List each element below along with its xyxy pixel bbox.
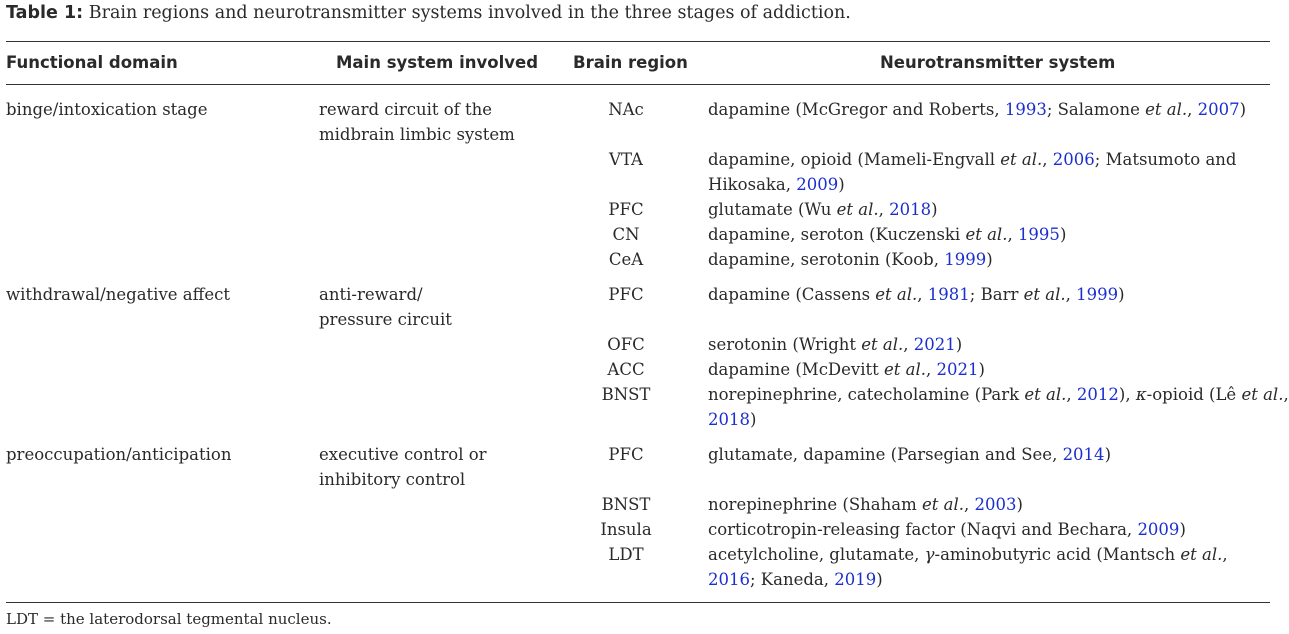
header-main-system: Main system involved bbox=[336, 53, 539, 72]
cell-text: ) bbox=[1239, 100, 1247, 119]
neurotransmitter-cell bbox=[708, 332, 962, 357]
cell-text: -aminobutyric acid (Mantsch bbox=[934, 545, 1181, 564]
italic-text: et al. bbox=[875, 285, 918, 304]
neurotransmitter-cell bbox=[708, 97, 1246, 122]
cell-text: dapamine, serotonin (Koob, bbox=[708, 250, 945, 269]
cell-text: ) bbox=[1059, 225, 1067, 244]
citation-year-link[interactable]: 2021 bbox=[936, 360, 979, 379]
cell-text: ) bbox=[838, 175, 845, 194]
cell-text: ; Salamone bbox=[1046, 100, 1146, 119]
citation-year-link[interactable]: 2021 bbox=[913, 335, 956, 354]
cell-text: glutamate, dapamine (Parsegian and See, bbox=[708, 445, 1063, 464]
cell-text: , bbox=[1065, 285, 1077, 304]
italic-text: et al. bbox=[1024, 385, 1067, 404]
neurotransmitter-cell bbox=[708, 567, 883, 592]
cell-text: ) bbox=[986, 250, 993, 269]
citation-year-link[interactable]: 1981 bbox=[927, 285, 970, 304]
cell-text: Hikosaka, bbox=[708, 175, 797, 194]
italic-text: et al. bbox=[1145, 100, 1188, 119]
citation-year-link[interactable]: 1999 bbox=[944, 250, 987, 269]
citation-year-link[interactable]: 2009 bbox=[1137, 520, 1180, 539]
cell-text: dapamine, opioid (Mameli-Engvall bbox=[708, 150, 1001, 169]
functional-domain-cell: binge/intoxication stage bbox=[6, 100, 208, 119]
brain-region-cell: PFC bbox=[608, 200, 644, 219]
cell-text: corticotropin-releasing factor (Naqvi and Bechara, bbox=[708, 520, 1138, 539]
cell-text: acetylcholine, glutamate, bbox=[708, 545, 925, 564]
cell-text: , bbox=[917, 285, 928, 304]
cell-text: ) bbox=[876, 570, 883, 589]
italic-text: et al. bbox=[922, 495, 964, 514]
cell-text: , bbox=[903, 335, 914, 354]
cell-text: , bbox=[1042, 150, 1053, 169]
citation-year-link[interactable]: 1995 bbox=[1017, 225, 1060, 244]
cell-text: ) bbox=[1016, 495, 1023, 514]
brain-region-cell: PFC bbox=[608, 285, 644, 304]
cell-text: glutamate (Wu bbox=[708, 200, 837, 219]
cell-text: , bbox=[1007, 225, 1018, 244]
cell-text: , bbox=[1222, 545, 1228, 564]
brain-region-cell: OFC bbox=[607, 335, 645, 354]
brain-region-cell: VTA bbox=[609, 150, 643, 169]
neurotransmitter-cell bbox=[708, 197, 938, 222]
cell-text: ), bbox=[1118, 385, 1136, 404]
cell-text: -opioid (Lê bbox=[1146, 385, 1242, 404]
italic-text: κ bbox=[1135, 385, 1147, 404]
italic-text: et al. bbox=[1023, 285, 1066, 304]
brain-region-cell: BNST bbox=[601, 495, 651, 514]
functional-domain-cell: preoccupation/anticipation bbox=[6, 445, 232, 464]
cell-text: ) bbox=[750, 410, 757, 429]
cell-text: dapamine (Cassens bbox=[708, 285, 876, 304]
citation-year-link[interactable]: 2012 bbox=[1076, 385, 1119, 404]
caption-label: Table 1: bbox=[6, 3, 84, 23]
citation-year-link[interactable]: 2009 bbox=[796, 175, 839, 194]
cell-text: , bbox=[964, 495, 975, 514]
cell-text: ) bbox=[1104, 445, 1111, 464]
italic-text: et al. bbox=[1000, 150, 1043, 169]
citation-year-link[interactable]: 2019 bbox=[834, 570, 877, 589]
citation-year-link[interactable]: 2018 bbox=[708, 410, 750, 429]
neurotransmitter-cell bbox=[708, 247, 993, 272]
italic-text: et al. bbox=[861, 335, 904, 354]
brain-region-cell: CN bbox=[612, 225, 640, 244]
cell-text: , bbox=[1187, 100, 1198, 119]
cell-text: dapamine, seroton (Kuczenski bbox=[708, 225, 966, 244]
functional-domain-cell: withdrawal/negative affect bbox=[6, 285, 230, 304]
citation-year-link[interactable]: 1993 bbox=[1004, 100, 1047, 119]
table-caption bbox=[6, 3, 851, 23]
top-rule bbox=[6, 41, 1270, 42]
italic-text: et al. bbox=[836, 200, 879, 219]
brain-region-cell: PFC bbox=[608, 445, 644, 464]
cell-text: ; Barr bbox=[969, 285, 1024, 304]
bottom-rule bbox=[6, 602, 1270, 603]
cell-text: norepinephrine (Shaham bbox=[708, 495, 922, 514]
cell-text: norepinephrine, catecholamine (Park bbox=[708, 385, 1025, 404]
cell-text: dapamine (McGregor and Roberts, bbox=[708, 100, 1005, 119]
citation-year-link[interactable]: 2006 bbox=[1052, 150, 1095, 169]
citation-year-link[interactable]: 2016 bbox=[708, 570, 750, 589]
neurotransmitter-cell bbox=[708, 542, 1228, 567]
cell-text: , bbox=[1283, 385, 1289, 404]
citation-year-link[interactable]: 2007 bbox=[1197, 100, 1240, 119]
cell-text: ) bbox=[1179, 520, 1186, 539]
brain-region-cell: Insula bbox=[600, 520, 652, 539]
brain-region-cell: LDT bbox=[608, 545, 644, 564]
cell-text: ) bbox=[978, 360, 985, 379]
neurotransmitter-cell bbox=[708, 147, 1236, 172]
neurotransmitter-cell bbox=[708, 517, 1186, 542]
citation-year-link[interactable]: 2003 bbox=[974, 495, 1017, 514]
italic-text: et al. bbox=[884, 360, 927, 379]
citation-year-link[interactable]: 2014 bbox=[1062, 445, 1105, 464]
cell-text: ) bbox=[931, 200, 938, 219]
table-footnote: LDT = the laterodorsal tegmental nucleus. bbox=[6, 610, 332, 628]
main-system-cell: pressure circuit bbox=[319, 310, 452, 329]
header-rule bbox=[6, 84, 1270, 85]
cell-text: serotonin (Wright bbox=[708, 335, 862, 354]
citation-year-link[interactable]: 2018 bbox=[889, 200, 932, 219]
cell-text: , bbox=[926, 360, 937, 379]
cell-text: ; Kaneda, bbox=[750, 570, 835, 589]
caption-text: Brain regions and neurotransmitter systems involved in the three stages of addiction. bbox=[88, 3, 851, 23]
italic-text: et al. bbox=[1241, 385, 1284, 404]
neurotransmitter-cell bbox=[708, 172, 845, 197]
italic-text: et al. bbox=[1180, 545, 1223, 564]
neurotransmitter-cell bbox=[708, 222, 1066, 247]
main-system-cell: reward circuit of the bbox=[319, 100, 493, 119]
italic-text: et al. bbox=[965, 225, 1008, 244]
cell-text: ; Matsumoto and bbox=[1094, 150, 1237, 169]
neurotransmitter-cell bbox=[708, 407, 756, 432]
brain-region-cell: ACC bbox=[607, 360, 645, 379]
citation-year-link[interactable]: 1999 bbox=[1076, 285, 1119, 304]
neurotransmitter-cell bbox=[708, 382, 1289, 407]
main-system-cell: executive control or bbox=[319, 445, 487, 464]
cell-text: ) bbox=[1118, 285, 1125, 304]
cell-text: dapamine (McDevitt bbox=[708, 360, 885, 379]
neurotransmitter-cell bbox=[708, 282, 1125, 307]
brain-region-cell: BNST bbox=[601, 385, 651, 404]
main-system-cell: midbrain limbic system bbox=[319, 125, 515, 144]
neurotransmitter-cell bbox=[708, 442, 1111, 467]
main-system-cell: inhibitory control bbox=[319, 470, 466, 489]
brain-region-cell: CeA bbox=[608, 250, 644, 269]
header-functional-domain: Functional domain bbox=[6, 53, 178, 72]
neurotransmitter-cell bbox=[708, 492, 1023, 517]
header-neurotransmitter: Neurotransmitter system bbox=[880, 53, 1116, 72]
header-brain-region: Brain region bbox=[573, 53, 688, 72]
italic-text: γ bbox=[924, 545, 935, 564]
main-system-cell: anti-reward/ bbox=[319, 285, 423, 304]
cell-text: , bbox=[878, 200, 890, 219]
neurotransmitter-cell bbox=[708, 357, 985, 382]
cell-text: , bbox=[1066, 385, 1077, 404]
cell-text: ) bbox=[955, 335, 963, 354]
brain-region-cell: NAc bbox=[608, 100, 644, 119]
